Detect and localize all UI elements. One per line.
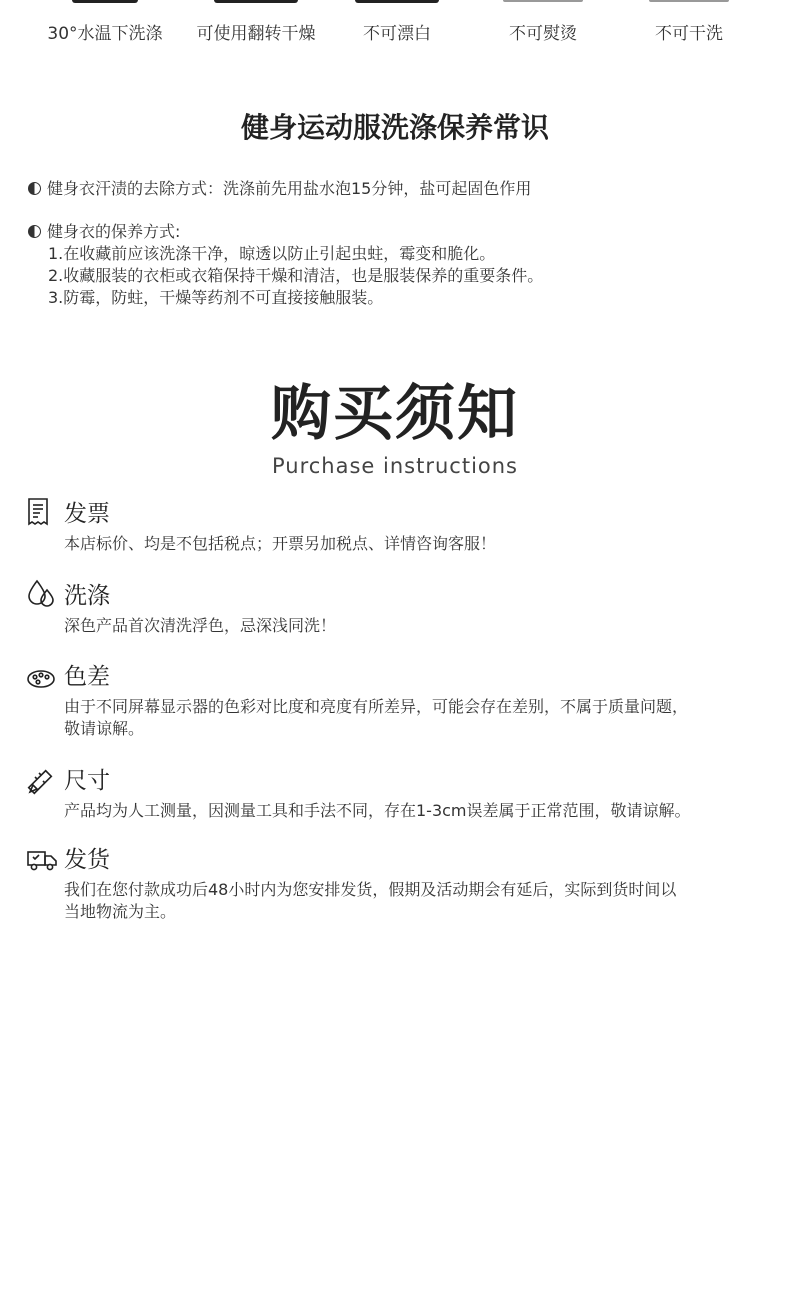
- size-title: 尺寸: [64, 768, 110, 794]
- wash-icon: [72, 0, 138, 3]
- color-diff-text-1: 由于不同屏幕显示器的色彩对比度和亮度有所差异，可能会存在差别，不属于质量问题，: [64, 697, 689, 716]
- no-iron-icon: [503, 0, 583, 2]
- shipping-title: 发货: [64, 847, 110, 873]
- color-diff-title: 色差: [64, 664, 110, 690]
- maintenance-item: 2.收藏服装的衣柜或衣箱保持干燥和清洁，也是服装保养的重要条件。: [48, 266, 544, 285]
- shipping-text-1: 我们在您付款成功后48小时内为您安排发货，假期及活动期会有延后，实际到货时间以: [64, 880, 677, 899]
- care-label: 不可漂白: [363, 24, 431, 44]
- sweat-tip: [28, 178, 531, 200]
- washing-title: 洗涤: [64, 583, 110, 609]
- care-item-no-dry-clean: [614, 0, 764, 60]
- ruler-pencil-icon: [26, 768, 54, 800]
- delivery-truck-icon: [26, 848, 58, 876]
- care-label: 30°水温下洗涤: [47, 24, 163, 44]
- purchase-subtitle: Purchase instructions: [271, 454, 518, 478]
- care-label: 不可熨烫: [509, 24, 577, 44]
- washing-text: 深色产品首次清洗浮色，忌深浅同洗！: [64, 616, 337, 635]
- care-label: 可使用翻转干燥: [196, 24, 316, 44]
- care-label: 不可干洗: [655, 24, 723, 44]
- water-drops-icon: [26, 578, 56, 612]
- maintenance-heading: [28, 221, 180, 243]
- tumble-dry-icon: [214, 0, 298, 3]
- care-item-no-bleach: [322, 0, 472, 60]
- no-dry-clean-icon: [649, 0, 729, 2]
- receipt-icon: [26, 497, 50, 531]
- sweat-tip-text: 健身衣汗渍的去除方式：洗涤前先用盐水泡15分钟，盐可起固色作用: [47, 179, 532, 198]
- purchase-title: 购买须知: [271, 379, 519, 449]
- care-item-tumble-dry: [181, 0, 331, 60]
- care-section-title: 健身运动服洗涤保养常识: [240, 111, 549, 144]
- invoice-title: 发票: [64, 501, 110, 527]
- care-item-wash-30: [30, 0, 180, 60]
- maintenance-item: 3.防霉，防蛀，干燥等药剂不可直接接触服装。: [48, 288, 384, 307]
- shipping-text-2: 当地物流为主。: [64, 902, 177, 921]
- care-item-no-iron: [468, 0, 618, 60]
- maintenance-heading-text: 健身衣的保养方式:: [47, 222, 181, 241]
- invoice-text: 本店标价、均是不包括税点；开票另加税点、详情咨询客服！: [64, 534, 497, 553]
- half-circle-bullet-icon: [28, 182, 41, 195]
- care-labels-row: [0, 0, 790, 60]
- maintenance-item: 1.在收藏前应该洗涤干净，晾透以防止引起虫蛀，霉变和脆化。: [48, 244, 496, 263]
- half-circle-bullet-icon: [28, 225, 41, 238]
- no-bleach-icon: [355, 0, 439, 3]
- size-text: 产品均为人工测量，因测量工具和手法不同，存在1-3cm误差属于正常范围，敬请谅解。: [64, 801, 691, 820]
- palette-icon: [26, 668, 56, 694]
- color-diff-text-2: 敬请谅解。: [64, 719, 145, 738]
